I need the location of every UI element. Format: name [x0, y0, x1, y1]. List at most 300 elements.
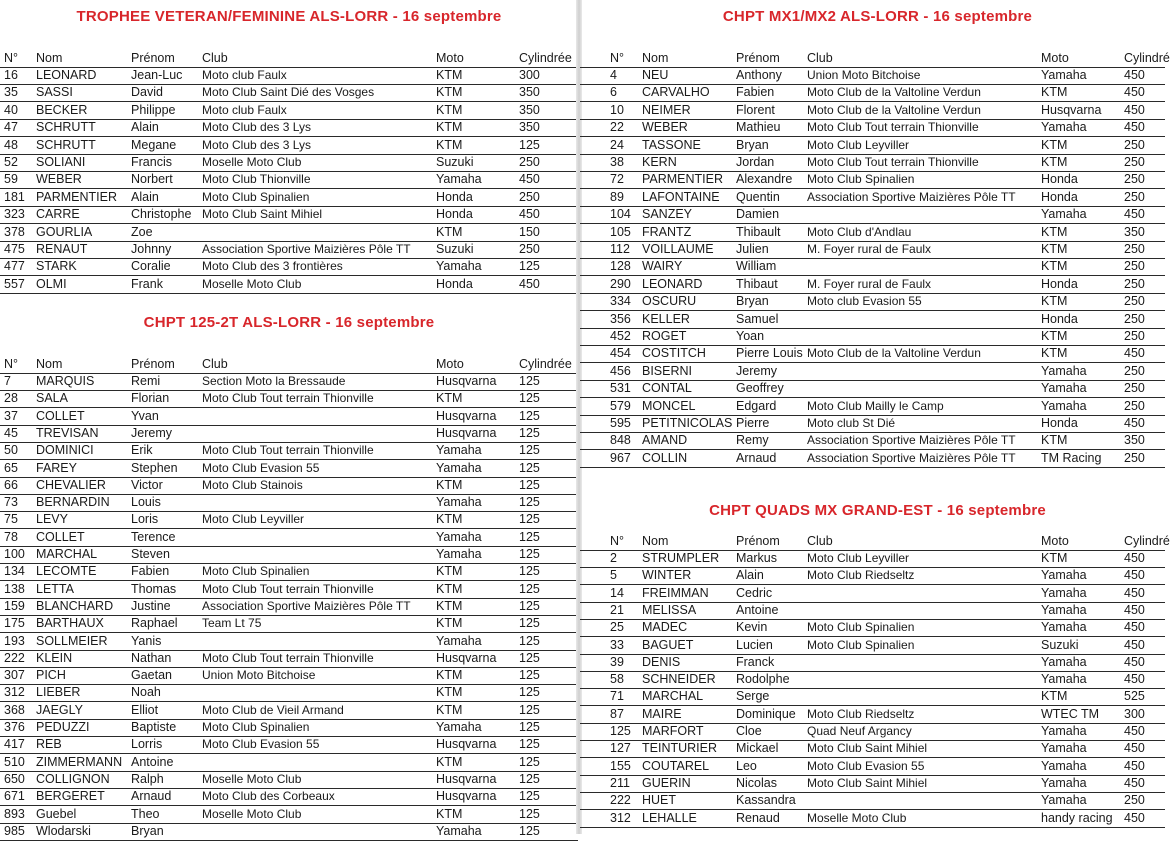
cell-moto: Husqvarna	[436, 789, 497, 804]
cell-prenom: Johnny	[131, 242, 172, 256]
cell-club: Moto Club Tout terrain Thionville	[807, 155, 979, 169]
cell-cyl: 125	[519, 685, 540, 700]
cell-prenom: Thomas	[131, 581, 177, 596]
cell-cyl: 350	[1124, 433, 1145, 448]
cell-num: 6	[610, 85, 617, 100]
cell-num: 531	[610, 381, 631, 396]
cell-num: 323	[4, 207, 25, 222]
cell-nom: MADEC	[642, 620, 688, 635]
cell-cyl: 250	[519, 189, 540, 204]
cell-nom: SASSI	[36, 85, 73, 100]
cell-club: Union Moto Bitchoise	[807, 68, 921, 82]
table-row	[0, 494, 578, 512]
cell-moto: Yamaha	[1041, 207, 1087, 222]
cell-nom: TREVISAN	[36, 425, 99, 440]
cell-cyl: 250	[1124, 381, 1145, 396]
cell-cyl: 450	[1124, 758, 1145, 773]
cell-moto: Yamaha	[436, 495, 482, 510]
cell-moto: Yamaha	[1041, 68, 1087, 82]
table-row	[0, 823, 578, 841]
cell-prenom: Baptiste	[131, 720, 177, 734]
cell-nom: SOLIANI	[36, 155, 86, 169]
cell-nom: MAIRE	[642, 706, 682, 721]
table-row	[0, 633, 578, 651]
cell-prenom: Damien	[736, 207, 780, 222]
header-nom: Nom	[642, 51, 669, 65]
cell-cyl: 125	[519, 391, 540, 406]
cell-num: 193	[4, 633, 25, 648]
cell-cyl: 125	[519, 754, 540, 769]
cell-num: 138	[4, 581, 25, 596]
cell-nom: FAREY	[36, 460, 77, 475]
cell-num: 71	[610, 689, 624, 704]
cell-cyl: 250	[519, 155, 540, 169]
cell-nom: HUET	[642, 793, 677, 808]
cell-club: Moto Club Saint Mihiel	[807, 741, 928, 756]
cell-cyl: 125	[519, 259, 540, 274]
table-row	[0, 546, 578, 564]
cell-nom: COLLET	[36, 529, 85, 544]
cell-cyl: 350	[1124, 224, 1145, 239]
cell-club: Moto Club de la Valtoline Verdun	[807, 102, 981, 117]
cell-club: Moto Club Tout terrain Thionville	[202, 650, 374, 665]
cell-num: 78	[4, 529, 18, 544]
cell-prenom: Alexandre	[736, 172, 793, 187]
cell-nom: BAGUET	[642, 637, 694, 652]
cell-club: Moselle Moto Club	[202, 276, 302, 291]
cell-prenom: Markus	[736, 551, 777, 565]
cell-nom: PARMENTIER	[642, 172, 724, 187]
cell-club: Moto Club Thionville	[202, 172, 311, 187]
cell-nom: ROGET	[642, 329, 687, 343]
cell-prenom: Geoffrey	[736, 381, 784, 396]
cell-club: Moto Club Riedseltz	[807, 706, 915, 721]
cell-cyl: 450	[1124, 637, 1145, 652]
cell-num: 125	[610, 724, 631, 738]
table-row	[0, 650, 578, 668]
table-row	[580, 345, 1165, 363]
cell-num: 37	[4, 408, 18, 423]
cell-nom: BERNARDIN	[36, 495, 110, 510]
cell-num: 290	[610, 276, 631, 291]
cell-nom: CONTAL	[642, 381, 692, 396]
cell-num: 100	[4, 547, 25, 561]
cell-num: 222	[610, 793, 631, 808]
table-row	[580, 654, 1165, 672]
table-row	[580, 398, 1165, 416]
cell-prenom: Jean-Luc	[131, 68, 183, 82]
table-row	[580, 585, 1165, 603]
cell-cyl: 450	[1124, 416, 1145, 430]
cell-club: Moto Club Tout terrain Thionville	[202, 391, 374, 406]
cell-moto: KTM	[436, 581, 463, 596]
table-row	[580, 293, 1165, 311]
table-row	[580, 189, 1165, 207]
cell-nom: SCHNEIDER	[642, 672, 716, 687]
cell-moto: KTM	[436, 685, 463, 700]
table-header	[0, 50, 578, 68]
table-row	[0, 224, 578, 242]
table-row	[0, 171, 578, 189]
table-row	[0, 702, 578, 720]
cell-moto: KTM	[436, 806, 463, 821]
table-row	[580, 740, 1165, 758]
table-row	[580, 619, 1165, 637]
cell-num: 104	[610, 207, 631, 222]
cell-num: 75	[4, 512, 18, 527]
cell-nom: CHEVALIER	[36, 477, 106, 492]
cell-moto: Yamaha	[436, 633, 482, 648]
header-cyl: Cylindrée	[519, 51, 572, 65]
section-title: CHPT MX1/MX2 ALS-LORR - 16 septembre	[722, 8, 1033, 25]
cell-nom: TASSONE	[642, 137, 701, 152]
cell-prenom: Gaetan	[131, 668, 173, 683]
cell-club: Association Sportive Maizières Pôle TT	[202, 598, 411, 613]
table-row	[0, 154, 578, 172]
cell-nom: BARTHAUX	[36, 616, 104, 631]
cell-num: 368	[4, 702, 25, 717]
table-row	[0, 137, 578, 155]
cell-prenom: Philippe	[131, 102, 176, 117]
cell-prenom: Thibaut	[736, 276, 778, 291]
cell-moto: WTEC TM	[1041, 706, 1100, 721]
cell-cyl: 125	[519, 408, 540, 423]
cell-moto: Husqvarna	[436, 425, 497, 440]
cell-num: 59	[4, 172, 18, 187]
cell-nom: WEBER	[642, 120, 688, 135]
cell-club: Moto Club Spinalien	[807, 637, 915, 652]
cell-nom: CARVALHO	[642, 85, 710, 100]
cell-num: 475	[4, 242, 25, 256]
cell-moto: KTM	[436, 68, 463, 82]
cell-moto: Suzuki	[436, 155, 474, 169]
cell-moto: Husqvarna	[436, 408, 497, 423]
table-row	[580, 206, 1165, 224]
cell-club: Moto Club Spinalien	[202, 564, 310, 579]
cell-cyl: 450	[1124, 102, 1145, 117]
table-row	[0, 373, 578, 391]
cell-club: Moto Club Evasion 55	[807, 758, 925, 773]
table-row	[580, 276, 1165, 294]
cell-num: 650	[4, 771, 25, 786]
cell-nom: NEU	[642, 68, 669, 82]
cell-num: 175	[4, 616, 25, 631]
table-row	[0, 241, 578, 259]
cell-num: 312	[610, 810, 631, 825]
cell-cyl: 125	[519, 789, 540, 804]
table-row	[580, 241, 1165, 259]
cell-moto: KTM	[1041, 329, 1068, 343]
cell-num: 65	[4, 460, 18, 475]
cell-prenom: Bryan	[736, 137, 769, 152]
cell-club: Moto Club des 3 Lys	[202, 120, 311, 135]
cell-prenom: Raphael	[131, 616, 178, 631]
cell-cyl: 450	[1124, 602, 1145, 617]
cell-prenom: Cedric	[736, 585, 773, 600]
cell-club: Union Moto Bitchoise	[202, 668, 316, 683]
cell-prenom: Florent	[736, 102, 775, 117]
cell-club: Team Lt 75	[202, 616, 262, 631]
cell-nom: KELLER	[642, 311, 690, 326]
header-moto: Moto	[436, 51, 464, 65]
cell-num: 87	[610, 706, 624, 721]
cell-cyl: 125	[519, 443, 540, 458]
cell-moto: Yamaha	[436, 547, 482, 561]
cell-moto: KTM	[436, 137, 463, 152]
table-row	[580, 102, 1165, 120]
table-row	[0, 189, 578, 207]
cell-club: Moto club Evasion 55	[807, 294, 922, 309]
cell-nom: GUERIN	[642, 775, 691, 790]
cell-moto: KTM	[1041, 433, 1068, 448]
cell-prenom: Victor	[131, 477, 163, 492]
cell-num: 128	[610, 259, 631, 274]
cell-moto: Yamaha	[1041, 758, 1087, 773]
cell-nom: CARRE	[36, 207, 80, 222]
cell-num: 378	[4, 224, 25, 239]
cell-moto: Yamaha	[436, 823, 482, 838]
table-row	[0, 806, 578, 824]
cell-cyl: 300	[519, 68, 540, 82]
header-moto: Moto	[436, 357, 464, 371]
cell-nom: GOURLIA	[36, 224, 93, 239]
cell-num: 159	[4, 598, 25, 613]
cell-moto: Husqvarna	[1041, 102, 1102, 117]
cell-num: 52	[4, 155, 18, 169]
cell-num: 5	[610, 568, 617, 583]
cell-nom: STARK	[36, 259, 77, 274]
cell-club: Association Sportive Maizières Pôle TT	[202, 242, 411, 256]
cell-num: 105	[610, 224, 631, 239]
table-row	[580, 706, 1165, 724]
cell-club: M. Foyer rural de Faulx	[807, 242, 932, 256]
cell-prenom: Theo	[131, 806, 160, 821]
cell-club: M. Foyer rural de Faulx	[807, 276, 932, 291]
cell-cyl: 125	[519, 771, 540, 786]
table-row	[580, 723, 1165, 741]
table-row	[580, 567, 1165, 585]
cell-cyl: 125	[519, 737, 540, 752]
cell-moto: Husqvarna	[436, 771, 497, 786]
cell-prenom: Lorris	[131, 737, 163, 752]
cell-club: Moto Club Leyviller	[202, 512, 305, 527]
cell-num: 579	[610, 398, 631, 413]
cell-club: Association Sportive Maizières Pôle TT	[807, 433, 1016, 448]
cell-cyl: 450	[1124, 672, 1145, 687]
cell-moto: KTM	[436, 564, 463, 579]
cell-cyl: 125	[519, 650, 540, 665]
table-row	[580, 137, 1165, 155]
cell-prenom: Nicolas	[736, 775, 777, 790]
cell-club: Moto Club Evasion 55	[202, 460, 320, 475]
cell-prenom: Arnaud	[736, 450, 777, 465]
cell-moto: Husqvarna	[436, 737, 497, 752]
cell-cyl: 450	[1124, 346, 1145, 361]
cell-moto: Yamaha	[1041, 620, 1087, 635]
cell-cyl: 450	[1124, 775, 1145, 790]
table-row	[0, 719, 578, 737]
cell-num: 4	[610, 68, 617, 82]
cell-prenom: Yoan	[736, 329, 765, 343]
cell-nom: MELISSA	[642, 602, 697, 617]
cell-nom: KERN	[642, 155, 677, 169]
table-row	[0, 408, 578, 426]
cell-moto: Yamaha	[436, 529, 482, 544]
cell-club: Moto Club Tout terrain Thionville	[807, 120, 979, 135]
cell-prenom: Fabien	[736, 85, 775, 100]
cell-cyl: 125	[519, 425, 540, 440]
cell-nom: SCHRUTT	[36, 120, 96, 135]
cell-prenom: Noah	[131, 685, 161, 700]
cell-moto: Yamaha	[1041, 398, 1087, 413]
cell-nom: LIEBER	[36, 685, 81, 700]
cell-prenom: Megane	[131, 137, 177, 152]
cell-nom: WAIRY	[642, 259, 683, 274]
cell-nom: Guebel	[36, 806, 77, 821]
cell-moto: KTM	[436, 391, 463, 406]
table-row	[0, 276, 578, 294]
cell-prenom: Jordan	[736, 155, 775, 169]
cell-num: 557	[4, 276, 25, 291]
cell-num: 25	[610, 620, 624, 635]
cell-prenom: Mickael	[736, 741, 779, 756]
cell-cyl: 250	[1124, 311, 1145, 326]
header-cyl: Cylindré	[1124, 534, 1170, 548]
cell-cyl: 150	[519, 224, 540, 239]
cell-nom: FREIMMAN	[642, 585, 709, 600]
cell-num: 477	[4, 259, 25, 274]
table-row	[580, 810, 1165, 828]
cell-num: 14	[610, 585, 624, 600]
cell-club: Moto Club Spinalien	[202, 720, 310, 734]
cell-num: 376	[4, 720, 25, 734]
cell-num: 312	[4, 685, 25, 700]
table-row	[0, 460, 578, 478]
cell-num: 222	[4, 650, 25, 665]
cell-nom: SALA	[36, 391, 68, 406]
header-cyl: Cylindré	[1124, 51, 1170, 65]
cell-nom: TEINTURIER	[642, 741, 717, 756]
cell-club: Moto Club Saint Mihiel	[807, 775, 928, 790]
cell-cyl: 450	[1124, 120, 1145, 135]
cell-moto: KTM	[436, 120, 463, 135]
cell-nom: MARQUIS	[36, 374, 95, 388]
cell-prenom: Loris	[131, 512, 159, 527]
cell-cyl: 250	[1124, 294, 1145, 309]
cell-moto: KTM	[1041, 224, 1068, 239]
table-row	[0, 102, 578, 120]
cell-nom: Wlodarski	[36, 823, 91, 838]
cell-num: 307	[4, 668, 25, 683]
cell-cyl: 125	[519, 495, 540, 510]
table-row	[580, 84, 1165, 102]
cell-moto: Honda	[436, 207, 473, 222]
cell-nom: COSTITCH	[642, 346, 706, 361]
cell-club: Moto Club des 3 frontières	[202, 259, 343, 274]
cell-cyl: 450	[1124, 85, 1145, 100]
header-prenom: Prénom	[131, 357, 175, 371]
cell-moto: Yamaha	[1041, 568, 1087, 583]
cell-moto: Yamaha	[1041, 672, 1087, 687]
section-title: CHPT QUADS MX GRAND-EST - 16 septembre	[709, 502, 1046, 519]
cell-prenom: Nathan	[131, 650, 172, 665]
cell-moto: Yamaha	[1041, 654, 1087, 669]
cell-nom: LEONARD	[642, 276, 703, 291]
cell-cyl: 250	[1124, 242, 1145, 256]
table-row	[580, 775, 1165, 793]
cell-prenom: Remi	[131, 374, 161, 388]
cell-club: Moto club Faulx	[202, 68, 287, 82]
table-row	[0, 258, 578, 276]
cell-nom: MARFORT	[642, 724, 704, 738]
cell-nom: MONCEL	[642, 398, 696, 413]
cell-num: 73	[4, 495, 18, 510]
header-num: N°	[610, 51, 625, 65]
table-row	[580, 637, 1165, 655]
table-row	[0, 425, 578, 443]
table-row	[580, 363, 1165, 381]
cell-nom: BECKER	[36, 102, 88, 117]
cell-cyl: 250	[1124, 329, 1145, 343]
cell-club: Moto Club de la Valtoline Verdun	[807, 85, 981, 100]
cell-nom: DOMINICI	[36, 443, 94, 458]
header-club: Club	[202, 357, 228, 371]
cell-cyl: 250	[1124, 398, 1145, 413]
cell-cyl: 250	[519, 242, 540, 256]
cell-cyl: 125	[519, 633, 540, 648]
cell-club: Moto Club Riedseltz	[807, 568, 915, 583]
left-page	[0, 0, 578, 838]
cell-club: Moto Club Leyviller	[807, 137, 910, 152]
cell-nom: STRUMPLER	[642, 551, 720, 565]
cell-cyl: 250	[1124, 137, 1145, 152]
table-row	[580, 311, 1165, 329]
table-row	[580, 550, 1165, 568]
cell-prenom: Anthony	[736, 68, 782, 82]
cell-prenom: Antoine	[131, 754, 174, 769]
header-prenom: Prénom	[131, 51, 175, 65]
cell-num: 10	[610, 102, 624, 117]
cell-num: 72	[610, 172, 624, 187]
cell-num: 595	[610, 416, 631, 430]
table-row	[580, 224, 1165, 242]
cell-prenom: Erik	[131, 443, 153, 458]
cell-nom: WINTER	[642, 568, 692, 583]
cell-moto: Honda	[1041, 311, 1078, 326]
header-moto: Moto	[1041, 51, 1069, 65]
cell-num: 28	[4, 391, 18, 406]
cell-nom: LEONARD	[36, 68, 97, 82]
cell-cyl: 250	[1124, 276, 1145, 291]
cell-nom: WEBER	[36, 172, 82, 187]
cell-moto: Yamaha	[1041, 724, 1087, 738]
cell-nom: PICH	[36, 668, 66, 683]
cell-club: Moto Club d'Andlau	[807, 224, 912, 239]
cell-num: 16	[4, 68, 18, 82]
cell-nom: AMAND	[642, 433, 688, 448]
cell-club: Moselle Moto Club	[202, 771, 302, 786]
cell-cyl: 125	[519, 702, 540, 717]
cell-cyl: 450	[1124, 585, 1145, 600]
cell-moto: KTM	[1041, 689, 1068, 704]
header-club: Club	[807, 534, 833, 548]
cell-prenom: Christophe	[131, 207, 192, 222]
cell-moto: Yamaha	[1041, 585, 1087, 600]
cell-nom: FRANTZ	[642, 224, 692, 239]
cell-prenom: Pierre Louis	[736, 346, 803, 361]
cell-num: 211	[610, 775, 630, 790]
cell-moto: Honda	[1041, 189, 1078, 204]
